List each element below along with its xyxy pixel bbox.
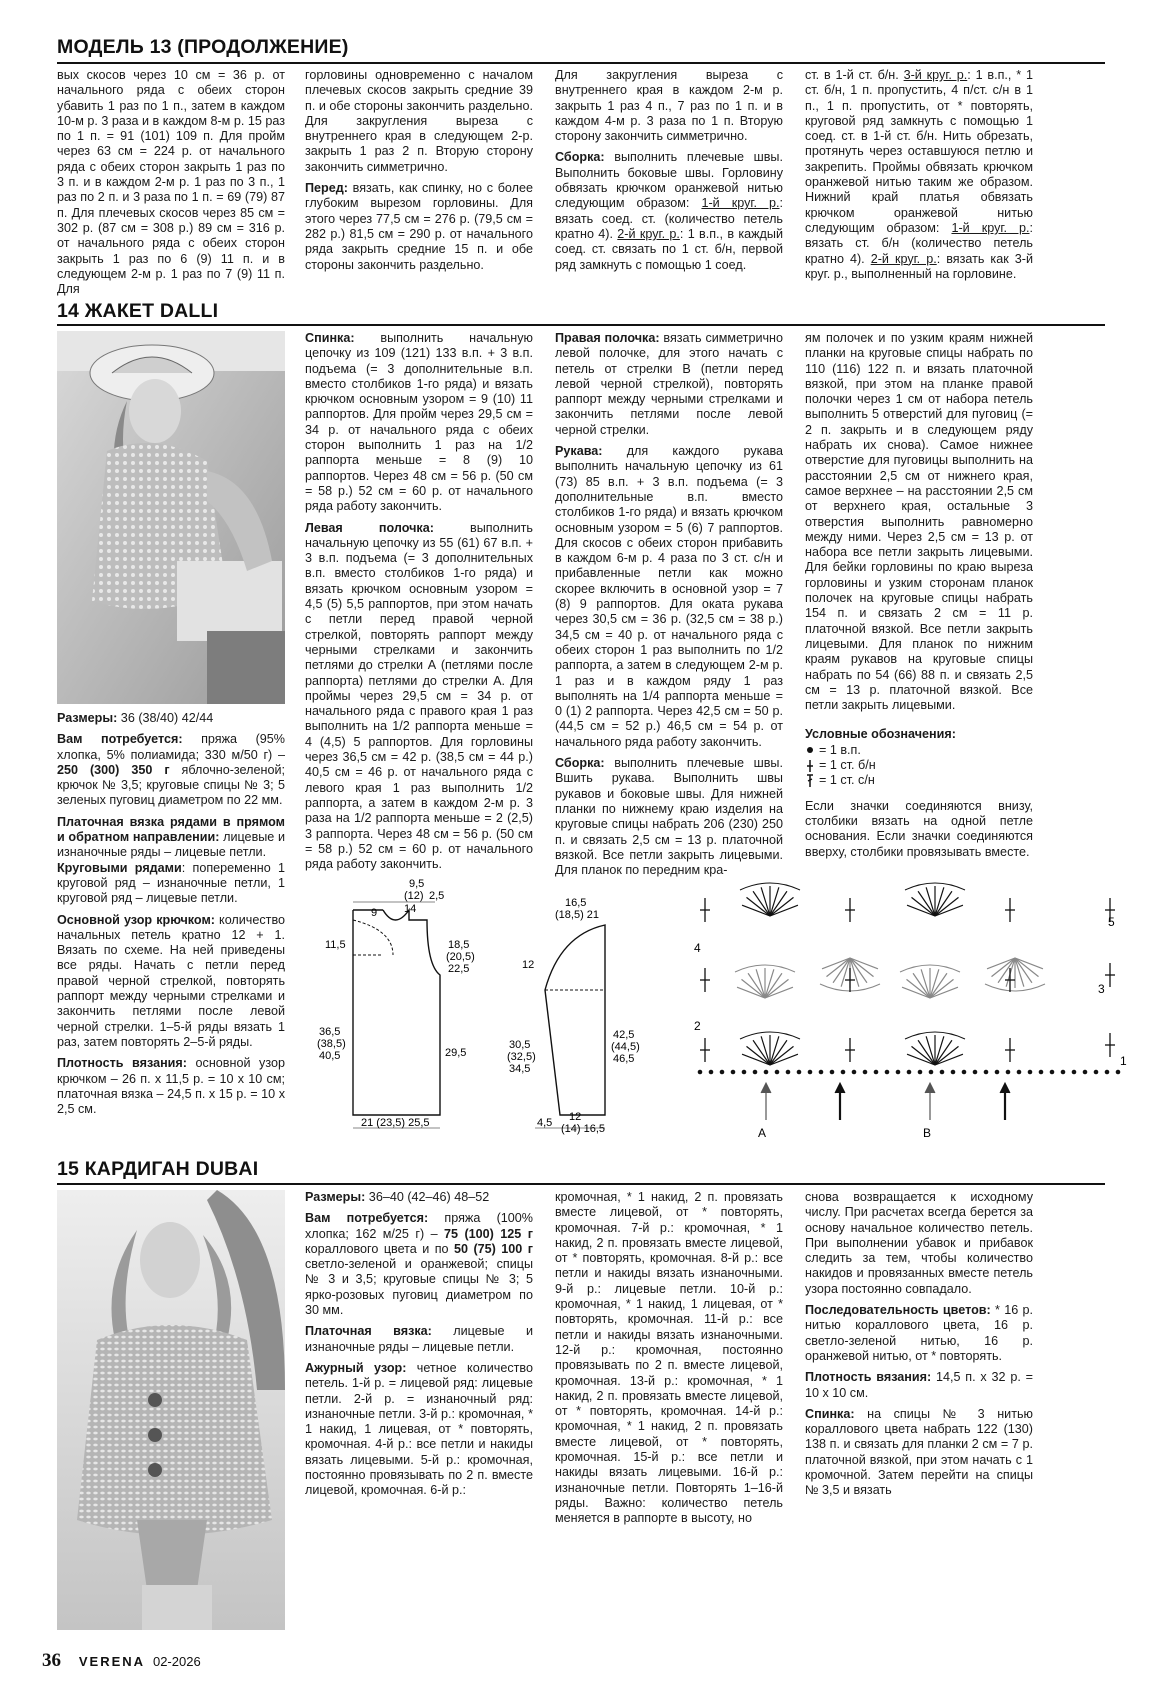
paragraph xyxy=(805,1370,1033,1401)
chain-stitch-mark xyxy=(830,1070,835,1075)
dim-label: 46,5 xyxy=(613,1053,635,1065)
section-divider xyxy=(57,62,1105,64)
chain-stitch-mark xyxy=(786,1070,791,1075)
page-number: 36 xyxy=(42,1650,61,1671)
paragraph-text: кораллового цвета и по xyxy=(305,1241,454,1256)
legend-text: = 1 ст. б/н xyxy=(819,758,876,773)
arrow-label-a: A xyxy=(758,1126,767,1140)
paragraph-text: пряжа (95% хлопка, 5% полиамида; 330 м/50 г) – xyxy=(57,732,285,762)
dim-label: 30,5 xyxy=(509,1039,531,1051)
issue-number: 02-2026 xyxy=(152,1654,201,1669)
paragraph-text: : вязать соед. ст. (количество петель кратно 4). xyxy=(555,196,783,241)
text-column xyxy=(805,1190,1033,1505)
chain-stitch-mark xyxy=(1006,1070,1011,1075)
fan-stitch-mark xyxy=(747,897,770,916)
bold-label: Размеры: xyxy=(57,711,118,725)
dim-label: 34,5 xyxy=(509,1063,531,1075)
arrow-head xyxy=(1000,1083,1010,1093)
dim-label: 11,5 xyxy=(325,939,346,951)
paragraph-text: : 1 в.п., * 1 ст. б/н, 1 п. пропустить, 4 п/ст. с/н в 1 п., 1 п. пропустить, от * повторять, круговой ряд замкнуть с помощью 1 соед. ст. в 1-й ст. б/н. Нить обрезать, протянуть через оставшуюся петлю и закрепить. Проймы обвязать крючком оранжевой нитью таким же образом. Нижний край платья обвязать крючком оранжевой нитью следующим образом: xyxy=(805,68,1034,235)
fan-stitch-mark xyxy=(935,887,944,916)
paragraph xyxy=(57,711,285,726)
paragraph: вых скосов через 10 см = 36 р. от начального ряда с обеих сторон убавить 1 раз по 1 п., затем в каждом 10-м р. 3 раза и в каждом 8-м р. 15 раз по 1 п. = 91 (101) 109 п. Для пройм через 63 см = 224 р. от начального ряда с обеих сторон закрыть 1 раз по 3 п. и в каждом 2-м р. 1 раз по 3 п., 1 раз по 2 п. и 3 раза по 1 п. = 69 (79) 87 п. Для плечевых скосов через 85 см = 302 р. (87 см = 308 р.) 89 см = 316 р. от начального ряда с обеих сторон закрыть 1 раз по 6 (9) 11 п. и в следующем 2-м р. 1 раз по 7 (9) 11 п. Для xyxy=(57,68,285,297)
chain-stitch-mark xyxy=(1094,1070,1099,1075)
text-column xyxy=(555,1190,783,1533)
paragraph-text: 36 (38/40) 42/44 xyxy=(117,711,214,725)
text-column xyxy=(805,68,1033,288)
text-column xyxy=(57,711,285,1123)
paragraph-text: ст. в 1-й ст. б/н. xyxy=(805,68,904,82)
bold-value: 75 (100) 125 г xyxy=(444,1226,533,1241)
fan-stitch-mark xyxy=(926,887,935,916)
paragraph xyxy=(805,1407,1033,1499)
paragraph xyxy=(57,815,285,861)
chain-stitch-mark xyxy=(885,1070,890,1075)
fan-stitch-mark xyxy=(1015,958,1024,987)
chain-stitch-mark xyxy=(1116,1070,1121,1075)
schematic-back xyxy=(305,880,475,1140)
paragraph-text: выполнить плечевые швы. Вшить рукава. Выполнить швы рукавов и боковые швы. Для нижней планки по нижнему краю изделия на круговые спицы набрать 206 (230) 250 п. и связать 2,5 см = 13 р. платочной вязкой. Все петли закрыть лицевыми. Для планок по передним кра- xyxy=(555,756,783,878)
page-footer xyxy=(42,1650,201,1672)
fan-stitch-mark xyxy=(930,969,939,998)
paragraph-text: 36–40 (42–46) 48–52 xyxy=(365,1190,490,1204)
chain-stitch-mark xyxy=(951,1070,956,1075)
section-title-model-15: 15 КАРДИГАН DUBAI xyxy=(57,1158,259,1180)
fan-stitch-mark xyxy=(935,1036,944,1065)
row-label: 1-й круг. р. xyxy=(951,220,1030,235)
dim-label: 9 xyxy=(371,907,378,919)
fan-stitch-mark xyxy=(747,1046,770,1065)
bold-label: Сборка: xyxy=(555,150,605,165)
text-column xyxy=(305,331,533,878)
dim-label: (20,5) xyxy=(446,951,475,963)
bold-label: Перед: xyxy=(305,181,348,196)
chain-stitch-mark xyxy=(973,1070,978,1075)
paragraph-text: пряжа (100% хлопка; 162 м/25 г) – xyxy=(305,1211,533,1241)
paragraph-text: 14,5 п. x 32 р. = 10 x 10 см. xyxy=(805,1370,1033,1400)
fan-stitch-mark xyxy=(912,1046,935,1065)
dim-label: 9,5 xyxy=(409,878,425,890)
bold-label: Рукава: xyxy=(555,444,603,459)
fan-stitch-mark xyxy=(765,979,788,998)
arrow-label-b: B xyxy=(923,1126,932,1140)
schematic-sleeve xyxy=(505,880,655,1140)
paragraph-text: вязать симметрично левой полочке, для этого начать с петель от стрелки В (петли перед левой черной стрелкой), повторять раппорт между черными стрелками и закончить петлями после левой черной стрелки. xyxy=(555,331,784,437)
fan-stitch-mark xyxy=(770,1046,793,1065)
fan-stitch-mark xyxy=(926,1036,935,1065)
row-number: 3 xyxy=(1098,982,1105,996)
bold-label: Вам потребуется: xyxy=(57,732,183,747)
chain-stitch-mark xyxy=(1017,1070,1022,1075)
fan-stitch-mark xyxy=(765,969,774,998)
dim-label: (12) xyxy=(404,890,424,902)
chain-stitch-mark xyxy=(1050,1070,1055,1075)
paragraph-text: четное количество петель. 1-й р. = лицевой ряд: лицевые петли. 2-й р. = изнаночный ряд: изнаночные петли. 3-й р.: кромочная, * 1 накид, 1 лицевая, от * повторять, кромочная. 4-й р.: все петли и накиды вязать лицевыми. 5-й р.: кромочная, постоянно провязывать по 2 п. вместе лицевой, кромочная. 6-й р.: xyxy=(305,1360,533,1498)
bold-label: Плотность вязания: xyxy=(57,1056,187,1071)
chain-stitch-mark xyxy=(1083,1070,1088,1075)
bold-label: Правая полочка: xyxy=(555,331,660,345)
legend-text: = 1 в.п. xyxy=(819,742,861,757)
bold-label: Левая полочка: xyxy=(305,520,434,535)
section-divider xyxy=(57,324,1105,326)
paragraph: кромочная, * 1 накид, 2 п. провязать вместе лицевой, от * повторять, кромочная. 7-й р.: кромочная, * 1 накид, 2 п. провязать вместе лицевой, от * повторять, кромочная. 8-й р.: все петли и накиды вязать изнаночными. 9-й р.: лицевые петли. 10-й р.: кромочная, * 1 накид, 1 лицевая, от * повторять, кромочная. 11-й р.: все петли и накиды вязать изнаночными. 12-й р.: кромочная, постоянно провязывать по 2 п. вместе лицевой, кромочная. 13-й р.: кромочная, * 1 накид, 2 п. провязать вместе лицевой, от * повторять, кромочная. 14-й р.: кромочная, * 1 накид, 2 п. провязать вместе лицевой, от * повторять, кромочная. 15-й р.: все петли и накиды вязать лицевыми. 16-й р.: изнаночные петли. Повторять 1–16-й ряды. Важно: количество петель меняется в раппорте в высоту, но xyxy=(555,1190,783,1526)
paragraph-text: светло-зеленой и оранжевой; спицы № 3 и 3,5; круговые спицы № 3; 5 ярко-розовых пуговиц диаметром по 30 мм. xyxy=(305,1257,533,1318)
chain-stitch-mark xyxy=(1028,1070,1033,1075)
bold-value: 250 (300) 350 г xyxy=(57,762,170,777)
paragraph xyxy=(805,68,1033,282)
fan-stitch-mark xyxy=(770,1036,779,1065)
dim-label: 14 xyxy=(404,903,417,915)
bold-value: 50 (75) 100 г xyxy=(454,1241,533,1256)
paragraph: горловины одновременно с началом плечевых скосов закрыть средние 39 п. и обе стороны закончить раздельно. Для закругления выреза с внутреннего края в следующем 2-р. закрыть 1 раз 2 п. Вторую сторону закончить симметрично. xyxy=(305,68,533,174)
bold-label: Платочная вязка: xyxy=(305,1324,432,1339)
bold-label: Круговыми рядами xyxy=(57,860,182,875)
arrow-head xyxy=(761,1083,771,1093)
row-number: 2 xyxy=(694,1019,701,1033)
chain-stitch-mark xyxy=(698,1070,703,1075)
fan-stitch-mark xyxy=(907,979,930,998)
paragraph xyxy=(555,756,783,878)
row-number: 5 xyxy=(1108,915,1115,929)
chain-stitch-mark xyxy=(929,1070,934,1075)
chain-stitch-mark xyxy=(775,1070,780,1075)
dim-label: (18,5) 21 xyxy=(555,909,600,921)
dim-label: (32,5) xyxy=(507,1051,536,1063)
paragraph xyxy=(305,1361,533,1499)
dim-label: (44,5) xyxy=(611,1041,640,1053)
fan-stitch-mark xyxy=(935,1046,958,1065)
model-photo-jacket xyxy=(57,331,285,704)
fan-stitch-mark xyxy=(841,958,850,987)
chain-stitch-mark xyxy=(874,1070,879,1075)
chain-stitch-mark xyxy=(863,1070,868,1075)
chain-stitch-mark xyxy=(1072,1070,1077,1075)
bold-label: Условные обозначения: xyxy=(805,727,956,742)
chain-stitch-mark xyxy=(962,1070,967,1075)
row-label: 1-й круг. р. xyxy=(701,196,780,211)
paragraph-text: выполнить начальную цепочку из 55 (61) 67 в.п. + 3 в.п. подъема (= 3 дополнительных в.п. вместо столбиков 1-го ряда) и вязать крючком основным узором = 4,5 (5) 5,5 раппортов, при этом начать с петли перед правой черной стрелкой, повторять раппорт между черными стрелками и закончить петлями до стрелки А (петлями после раппорта) петлями до стрелки А. Для проймы через 29,5 см = 34 р. от начального ряда с правого края 1 раз выполнить на 1/2 раппорта меньше = 4 (4,5) 5 раппортов. Для горловины через 36,5 см = 42 р. (38,5 см = 44 р.) 40,5 см = 46 р. от начального ряда с левого края 1 раз выполнить 1/2 раппорта, а затем в каждом 2-м р. 3 раза на 1/2 раппорта меньше = 2 (2,5) 3 раппорта. Через 48 см = 56 р. (50 см = 58 р.) 52 см = 60 р. от начального ряда работу закончить. xyxy=(305,520,533,872)
paragraph xyxy=(57,1056,285,1117)
paragraph-text: на спицы № 3 нитью кораллового цвета набрать 122 (130) 138 п. и связать для планки 2 см = 7 р. платочной вязкой, при этом начать с 1 кромочной. Затем перейти на спицы № 3,5 и вязать xyxy=(805,1406,1033,1498)
chain-stitch-mark xyxy=(1061,1070,1066,1075)
crochet-chart xyxy=(694,880,1130,1145)
chain-stitch-mark xyxy=(995,1070,1000,1075)
magazine-brand: VERENA xyxy=(78,1654,146,1669)
text-column xyxy=(57,68,285,303)
dim-label: 4,5 xyxy=(537,1117,553,1129)
chain-stitch-mark xyxy=(819,1070,824,1075)
dim-label: 2,5 xyxy=(429,890,445,902)
fan-stitch-mark xyxy=(921,969,930,998)
paragraph-text: : попеременно 1 круговой ряд – изнаночные петли, 1 круговой ряд – лицевые петли. xyxy=(57,860,286,906)
chain-stitch-mark xyxy=(1039,1070,1044,1075)
paragraph-text: вязать, как спинку, но с более глубоким вырезом горловины. Для этого через 77,5 см = 276 р. (79,5 см = 282 р.) 81,5 см = 290 р. от начального ряда закрыть средние 15 п. и обе стороны закончить раздельно. xyxy=(305,181,533,272)
fan-stitch-mark xyxy=(930,979,953,998)
bold-label: Плотность вязания: xyxy=(805,1370,932,1385)
section-title-model-13: МОДЕЛЬ 13 (ПРОДОЛЖЕНИЕ) xyxy=(57,36,349,58)
paragraph xyxy=(555,150,783,272)
dim-label: 42,5 xyxy=(613,1029,635,1041)
chain-stitch-mark xyxy=(797,1070,802,1075)
bold-label: Размеры: xyxy=(305,1190,366,1204)
paragraph: Для закругления выреза с внутреннего края в каждом 2-м р. закрыть 1 раз 4 п., 7 раз по 1 п. и в каждом 4-м р. 3 раза по 1 п. Вторую сторону закончить симметрично. xyxy=(555,68,783,144)
paragraph xyxy=(305,1211,533,1318)
row-number: 4 xyxy=(694,941,701,955)
dim-label: 36,5 xyxy=(319,1026,341,1038)
fan-stitch-mark xyxy=(761,887,770,916)
bold-label: Последовательность цветов: xyxy=(805,1303,991,1318)
paragraph xyxy=(555,444,783,750)
text-column xyxy=(555,68,783,279)
dim-label: 29,5 xyxy=(445,1047,467,1059)
chain-stitch-mark xyxy=(896,1070,901,1075)
bold-label: Ажурный узор: xyxy=(305,1360,407,1375)
fan-stitch-mark xyxy=(912,897,935,916)
text-column xyxy=(305,1190,533,1505)
chain-stitch-icon xyxy=(805,745,815,755)
dim-label: 12 xyxy=(522,959,535,971)
fan-stitch-mark xyxy=(935,897,958,916)
schematic-drawing xyxy=(505,880,655,1140)
bold-label: Платочная вязка рядами в прямом и обратном направлении: xyxy=(57,814,285,845)
row-label: 3-й круг. р. xyxy=(903,68,968,82)
fan-stitch-mark xyxy=(756,969,765,998)
arrow-head xyxy=(925,1083,935,1093)
paragraph xyxy=(305,521,533,873)
dim-label: (38,5) xyxy=(317,1038,346,1050)
paragraph: Если значки соединяются внизу, столбики вязать на одной петле основания. Если значки соединяются вверху, столбики провязывать вместе. xyxy=(805,798,1033,859)
fan-stitch-mark xyxy=(770,897,793,916)
row-label: 2-й круг. р. xyxy=(870,251,937,266)
paragraph-text: лицевые и изнаночные ряды – лицевые петли. xyxy=(57,830,285,860)
fan-stitch-mark xyxy=(1015,958,1038,977)
paragraph-text: : вязать как 3-й круг. р., выполненный на горловине. xyxy=(805,251,1033,281)
fan-stitch-mark xyxy=(761,1036,770,1065)
paragraph xyxy=(305,181,533,273)
bold-label: Основной узор крючком: xyxy=(57,912,215,927)
fan-stitch-mark xyxy=(992,958,1015,977)
paragraph xyxy=(57,861,285,907)
chain-stitch-mark xyxy=(764,1070,769,1075)
paragraph-text: : вязать ст. б/н (количество петель кратно 4). xyxy=(805,220,1033,266)
text-column xyxy=(305,68,533,279)
chain-stitch-mark xyxy=(1105,1070,1110,1075)
fan-stitch-mark xyxy=(827,958,850,977)
photo-illustration xyxy=(57,331,285,704)
model-photo-cardigan xyxy=(57,1190,285,1630)
paragraph xyxy=(305,1190,533,1205)
schematic-drawing xyxy=(305,880,475,1140)
paragraph-text: основной узор крючком – 26 п. x 11,5 р. = 10 x 10 см; платочная вязка – 24,5 п. x 15 р. = 10 x 2,5 см. xyxy=(57,1056,285,1117)
chain-stitch-mark xyxy=(709,1070,714,1075)
chain-stitch-mark xyxy=(753,1070,758,1075)
chain-stitch-mark xyxy=(742,1070,747,1075)
chain-stitch-mark xyxy=(841,1070,846,1075)
paragraph-text: выполнить плечевые швы. Выполнить боковые швы. Горловину обвязать крючком оранжевой нитью следующим образом: xyxy=(555,150,783,211)
paragraph-text: лицевые и изнаночные ряды – лицевые петли. xyxy=(305,1324,533,1354)
chain-stitch-mark xyxy=(907,1070,912,1075)
photo-illustration xyxy=(57,1190,285,1630)
paragraph xyxy=(57,913,285,1051)
paragraph-text: выполнить начальную цепочку из 109 (121) 133 в.п. + 3 в.п. подъема (= 3 дополнительные в.п. вместо столбиков 1-го ряда) и вязать крючком основным узором = 9 (10) 11 раппортов. Для пройм через 29,5 см = 34 р. от начального ряда с обеих сторон выполнить 1 раз на 1/2 раппорта меньше = 8 (9) 10 раппортов. Через 48 см = 56 р. (50 см = 58 р.) 52 см = 60 р. от начального ряда работу закончить. xyxy=(305,331,533,514)
paragraph-text: для каждого рукава выполнить начальную цепочку из 61 (73) 85 в.п. + 3 в.п. подъема (= 3 дополнительные в.п. вместо столбиков 1-го ряда) и вязать крючком основным узором = 5 (6) 7 раппортов. Для скосов с обеих сторон прибавить в каждом 6-м р. 4 раза по 3 ст. с/н и прибавленные петли как можно скорее включить в основной узор = 7 (8) 9 раппортов. Для оката рукава через 30,5 см = 36 р. (32,5 см = 38 р.) 34,5 см = 40 р. от начального ряда с обеих сторон 1 раз выполнить по 1/2 раппорта, а затем в следующем 2-м р. 1 раз и в каждом ряду 1 раз выполнять на 1/4 раппорта меньше = 0 (1) 2 раппорта. Через 42,5 см = 50 р. (44,5 см = 52 р.) 46,5 см = 54 р. от начального ряда работу закончить. xyxy=(555,444,783,749)
dim-label: (14) 16,5 xyxy=(561,1123,606,1135)
text-column xyxy=(555,331,783,884)
section-divider xyxy=(57,1183,1105,1185)
paragraph: ям полочек и по узким краям нижней планки на круговые спицы набрать по 110 (116) 122 п. и вязать платочной вязкой, при этом на планке правой полочки через 1 см от набора петель выполнить 5 отверстий для пуговиц (= 2 п. закрыть и в следующем ряду набрать их снова). Самое нижнее отверстие для пуговицы выполнить на расстоянии 2,5 см от нижнего края, самое верхнее – на расстоянии 2,5 см от верхнего края, остальные 3 отверстия выполнить равномерно между ними. Через 2,5 см = 13 р. от набора все петли закрыть лицевыми. Для бейки горловины по краю выреза горловины и узким сторонам планок полочек на круговые спицы набрать 154 п. и связать 2 см = 11 р. платочной вязкой. Все петли закрыть лицевыми. Для планок по нижним краям рукавов на круговые спицы набрать по 54 (66) 88 п. и связать 2,5 см = 13 р. платочной вязкой. Все петли закрыть лицевыми. xyxy=(805,331,1033,713)
bold-label: Спинка: xyxy=(305,331,355,345)
paragraph xyxy=(305,331,533,515)
arrow-head xyxy=(835,1083,845,1093)
paragraph-text: * 16 р. нитью кораллового цвета, 16 р. светло-зеленой нитью, 16 р. оранжевой нитью, от * повторять. xyxy=(805,1303,1033,1363)
dim-label: 18,5 xyxy=(448,939,470,951)
dim-label: 40,5 xyxy=(319,1050,341,1062)
fan-stitch-mark xyxy=(742,979,765,998)
single-crochet-icon xyxy=(805,759,815,773)
paragraph-text: : 1 в.п., в каждый соед. ст. связать по 1 ст. б/н, первой ряд замкнуть с помощью 1 соед. xyxy=(555,226,783,272)
legend-item-dc xyxy=(805,773,1033,788)
fan-stitch-mark xyxy=(850,958,873,977)
fan-stitch-mark xyxy=(850,958,859,987)
dim-label: 21 (23,5) 25,5 xyxy=(361,1117,430,1129)
chain-stitch-mark xyxy=(984,1070,989,1075)
paragraph xyxy=(57,732,285,808)
chain-stitch-mark xyxy=(720,1070,725,1075)
legend-item-sc xyxy=(805,758,1033,773)
double-crochet-icon xyxy=(805,774,815,788)
paragraph: снова возвращается к исходному числу. При расчетах всегда берется за основу начальное количество петель. При выполнении убавок и прибавок следить за тем, чтобы количество накидов и провязанных вместе петель узора постоянно совпадало. xyxy=(805,1190,1033,1296)
legend-title xyxy=(805,727,1033,742)
bold-label: Вам потребуется: xyxy=(305,1211,429,1226)
crochet-chart-drawing xyxy=(694,880,1130,1145)
chain-stitch-mark xyxy=(918,1070,923,1075)
dim-label: 22,5 xyxy=(448,963,470,975)
row-label: 2-й круг. р. xyxy=(617,226,680,241)
chain-stitch-mark xyxy=(808,1070,813,1075)
paragraph-text: количество начальных петель кратно 12 + 1. Вязать по схеме. На ней приведены все ряды. Начать с петли перед правой черной стрелкой, повторять раппорт между черными стрелками и закончить петлями после левой черной стрелки. 1–5-й ряды вязать 1 раз, затем повторять 2–5-й ряды. xyxy=(57,912,285,1049)
dim-label: 12 xyxy=(569,1111,582,1123)
bold-label: Сборка: xyxy=(555,756,605,771)
paragraph xyxy=(305,1324,533,1355)
section-title-model-14: 14 ЖАКЕТ DALLI xyxy=(57,300,219,322)
row-number: 1 xyxy=(1120,1054,1127,1068)
text-column xyxy=(805,331,1033,866)
paragraph xyxy=(555,331,783,438)
legend-text: = 1 ст. с/н xyxy=(819,773,875,788)
chain-stitch-mark xyxy=(731,1070,736,1075)
chain-stitch-mark xyxy=(940,1070,945,1075)
bold-label: Спинка: xyxy=(805,1406,855,1421)
legend-item-chain xyxy=(805,743,1033,758)
dim-label: 16,5 xyxy=(565,897,587,909)
fan-stitch-mark xyxy=(770,887,779,916)
paragraph-text: яблочно-зеленой; крючок № 3,5; круговые спицы № 3; 5 зеленых пуговиц диаметром по 22 мм. xyxy=(57,762,285,808)
chain-stitch-mark xyxy=(852,1070,857,1075)
paragraph xyxy=(805,1303,1033,1364)
